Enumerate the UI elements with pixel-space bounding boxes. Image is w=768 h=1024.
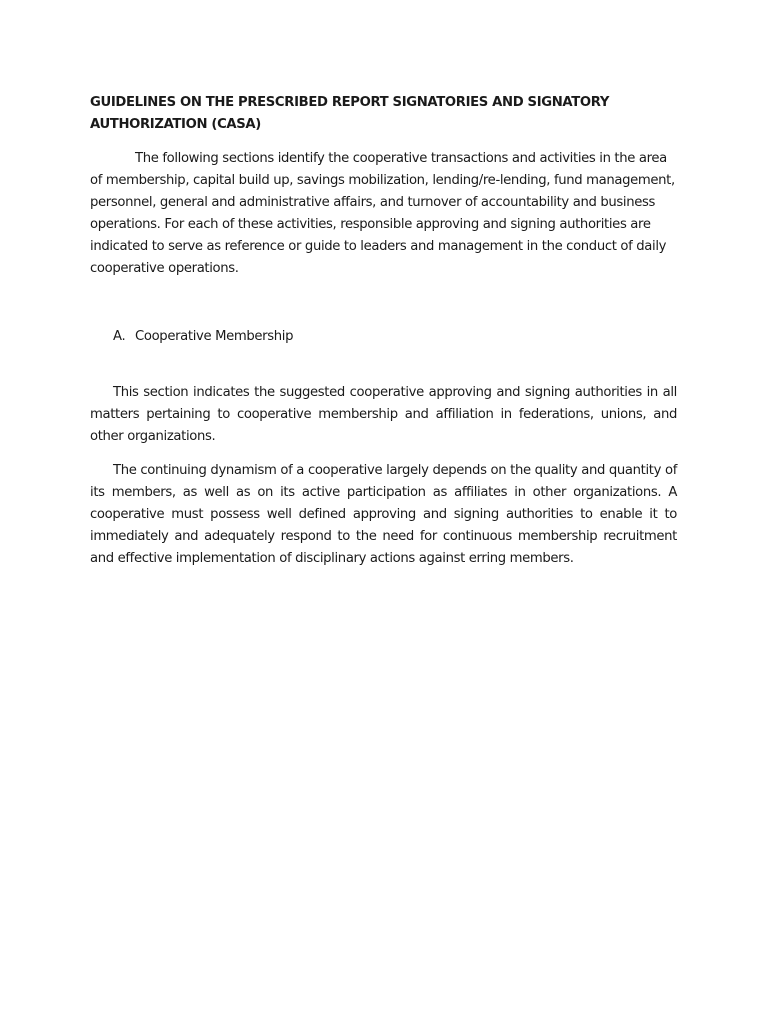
intro-paragraph: The following sections identify the cooperative transactions and activities in the area of membership, capital build up, savings mobilization, lending/re-lending, fund management, personnel, general and administrative affairs, and turnover of accountability and business operations. For each of these activities, responsible approving and signing authorities are indicated to serve as reference or guide to leaders and management in the conduct of daily cooperative operations. bbox=[90, 151, 675, 276]
section-paragraph: The continuing dynamism of a cooperative largely depends on the quality and quantity of its members, as well as on its active participation as affiliates in other organizations. A cooperative must possess well defined approving and signing authorities to enable it to immediately and adequately respond to the need for continuous membership recruitment and effective implementation of disciplinary actions against erring members. bbox=[90, 463, 677, 566]
section-letter: A. bbox=[113, 329, 126, 344]
section-heading-text: Cooperative Membership bbox=[135, 329, 294, 344]
section-heading bbox=[90, 326, 677, 348]
document-title: GUIDELINES ON THE PRESCRIBED REPORT SIGNATORIES AND SIGNATORY AUTHORIZATION (CASA) bbox=[90, 95, 610, 132]
document-content bbox=[90, 92, 677, 570]
section-paragraph: This section indicates the suggested cooperative approving and signing authorities in all matters pertaining to cooperative membership and affiliation in federations, unions, and other organizations. bbox=[90, 385, 677, 444]
